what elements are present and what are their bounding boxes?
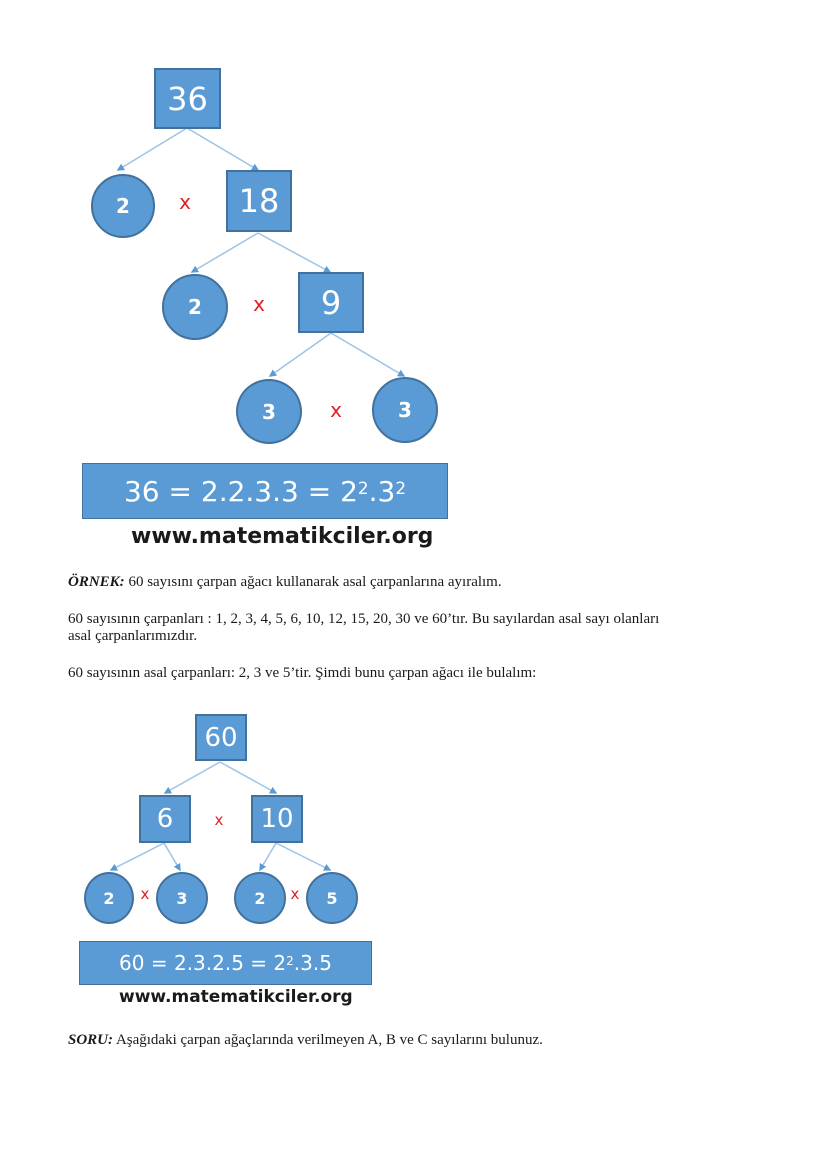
tree1-formula-exp: 2 — [395, 478, 407, 499]
tree1-times-sign: x — [253, 292, 265, 316]
tree1-times-sign: x — [179, 190, 191, 214]
tree2-formula-box — [79, 941, 372, 985]
tree2-times-sign: x — [290, 885, 300, 903]
tree2-website: www.matematikciler.org — [119, 987, 353, 1007]
tree1-prime-circle: 2 — [91, 174, 155, 238]
tree1-prime-circle: 2 — [162, 274, 228, 340]
tree2-right-box: 10 — [251, 795, 303, 843]
tree2-leaf-circle: 2 — [234, 872, 286, 924]
tree1-formula-main: 36 = 2.2.3.3 = 2 — [123, 474, 358, 508]
tree2-times-sign: x — [214, 811, 224, 829]
tree1-leaf-circle: 3 — [372, 377, 438, 443]
example-text: 60 sayısını çarpan ağacı kullanarak asal çarpanlarına ayıralım. — [124, 574, 502, 590]
tree2-formula-mid: .3.5 — [293, 951, 332, 975]
tree2-leaf-circle: 5 — [306, 872, 358, 924]
question-text: Aşağıdaki çarpan ağaçlarında verilmeyen A, B ve C sayılarını bulunuz. — [113, 1032, 543, 1048]
tree2-root-box: 60 — [195, 714, 247, 761]
tree1-composite-box: 18 — [226, 170, 292, 232]
question-paragraph — [68, 1032, 718, 1049]
question-label: SORU: — [68, 1032, 114, 1048]
tree2-formula-exp: 2 — [286, 954, 294, 969]
tree1-leaf-circle: 3 — [236, 379, 302, 444]
example-label: ÖRNEK: — [68, 574, 125, 590]
factors-line-2: asal çarpanlarımızdır. — [68, 628, 198, 644]
tree2-times-sign: x — [140, 885, 150, 903]
tree1-root-box: 36 — [154, 68, 221, 129]
tree1-times-sign: x — [330, 398, 342, 422]
tree1-website: www.matematikciler.org — [131, 524, 434, 549]
tree2-left-box: 6 — [139, 795, 191, 843]
tree2-formula-main: 60 = 2.3.2.5 = 2 — [119, 951, 287, 975]
tree2-leaf-circle: 2 — [84, 872, 134, 924]
tree1-formula-mid: .3 — [368, 474, 396, 508]
tree2-leaf-circle: 3 — [156, 872, 208, 924]
tree1-formula-exp: 2 — [357, 478, 369, 499]
tree1-composite-box: 9 — [298, 272, 364, 333]
factors-line-1: 60 sayısının çarpanları : 1, 2, 3, 4, 5, 6, 10, 12, 15, 20, 30 ve 60’tır. Bu sayılardan asal sayı olanları — [68, 611, 660, 627]
primes-text: 60 sayısının asal çarpanları: 2, 3 ve 5’tir. Şimdi bunu çarpan ağacı ile bulalım: — [68, 665, 537, 681]
